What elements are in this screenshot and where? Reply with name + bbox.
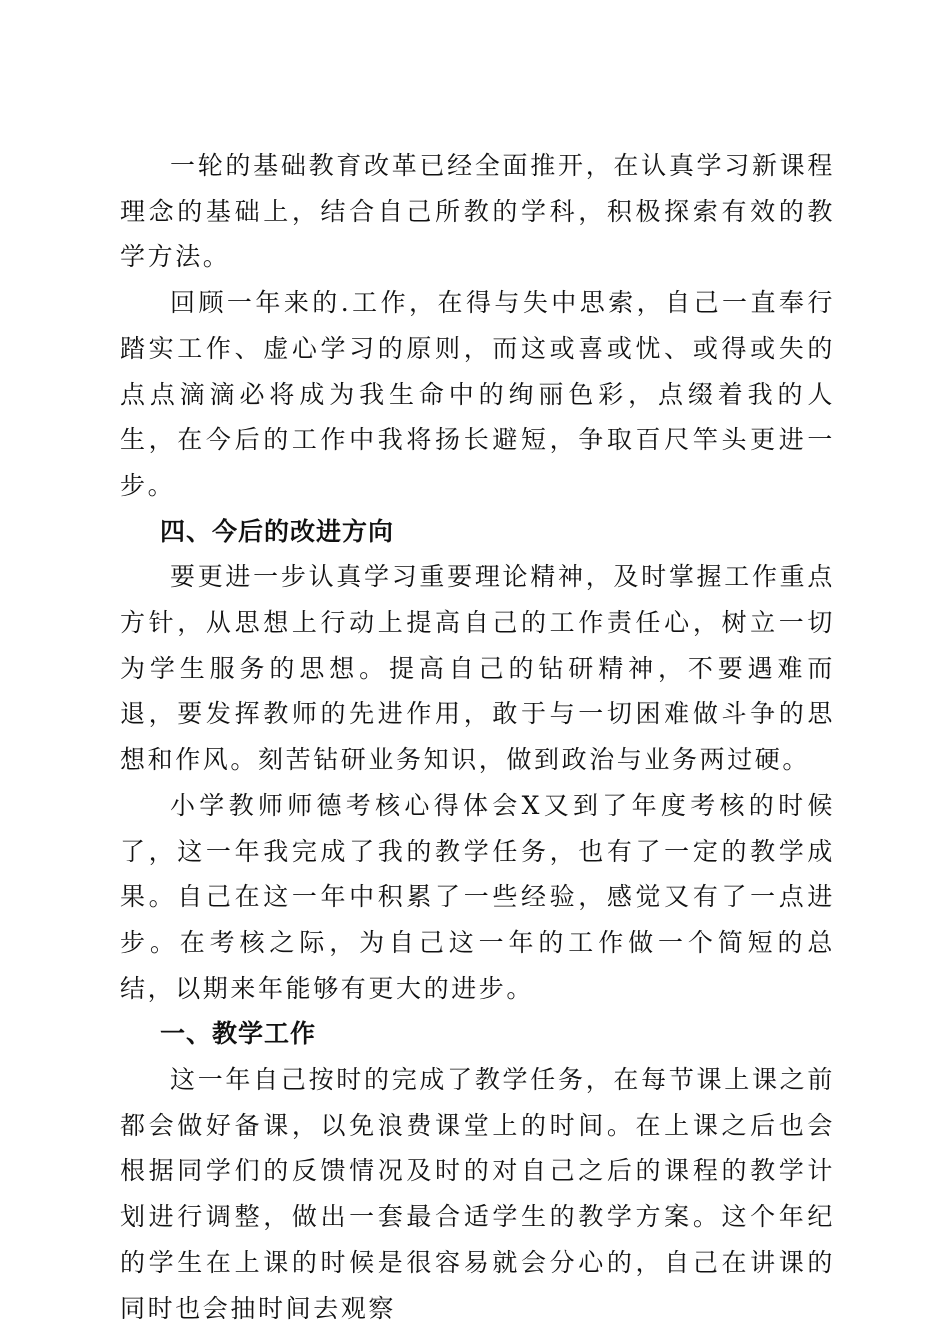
- paragraph: 这一年自己按时的完成了教学任务，在每节课上课之前都会做好备课，以免浪费课堂上的时间。在上课之后也会根据同学们的反馈情况及时的对自己之后的课程的教学计划进行调整，做出一套最合适学生的教学方案。这个年纪的学生在上课的时候是很容易就会分心的，自己在讲课的同时也会抽时间去观察: [120, 1065, 835, 1323]
- paragraph: 回顾一年来的.工作，在得与失中思索，自己一直奉行踏实工作、虚心学习的原则，而这或喜或忧、或得或失的点点滴滴必将成为我生命中的绚丽色彩，点缀着我的人生，在今后的工作中我将扬长避短，争取百尺竿头更进一步。: [120, 288, 835, 500]
- paragraph: 小学教师师德考核心得体会X又到了年度考核的时候了，这一年我完成了我的教学任务，也有了一定的教学成果。自己在这一年中积累了一些经验，感觉又有了一点进步。在考核之际，为自己这一年的工作做一个简短的总结，以期来年能够有更大的进步。: [120, 790, 835, 1003]
- paragraph: 要更进一步认真学习重要理论精神，及时掌握工作重点方针，从思想上行动上提高自己的工作责任心，树立一切为学生服务的思想。提高自己的钻研精神，不要遇难而退，要发挥教师的先进作用，敢于与一切困难做斗争的思想和作风。刻苦钻研业务知识，做到政治与业务两过硬。: [120, 562, 835, 775]
- document-body: [120, 143, 835, 1331]
- paragraph: 一轮的基础教育改革已经全面推开，在认真学习新课程理念的基础上，结合自己所教的学科，积极探索有效的教学方法。: [120, 151, 835, 272]
- section-heading: 四、今后的改进方向: [160, 516, 395, 546]
- section-heading: 一、教学工作: [160, 1019, 317, 1049]
